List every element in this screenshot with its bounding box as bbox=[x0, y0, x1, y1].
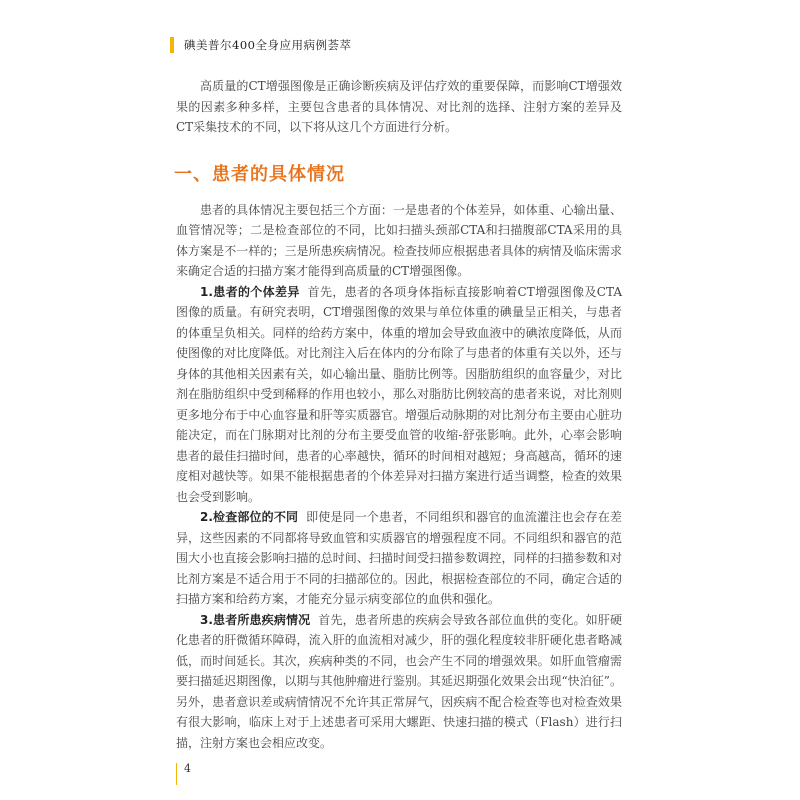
page-number-divider bbox=[176, 763, 177, 785]
subsection-paragraph bbox=[176, 507, 622, 610]
subsection-title: 2.检查部位的不同 bbox=[200, 510, 299, 524]
subsection-title: 1.患者的个体差异 bbox=[200, 284, 300, 299]
running-header bbox=[170, 36, 351, 54]
section-overview: 患者的具体情况主要包括三个方面：一是患者的个体差异，如体重、心输出量、血管情况等；二是检查部位的不同，比如扫描头颈部CTA和扫描腹部CTA采用的具体方案是不一样的；三是所患疾病情况。检查技师应根据患者具体的病情及临床需求来确定合适的扫描方案才能得到高质量的CT增强图像。 bbox=[176, 202, 622, 278]
subsection-paragraph bbox=[176, 282, 622, 508]
subsection-body: 首先，患者的各项身体指标直接影响着CT增强图像及CTA图像的质量。有研究表明，CT增强图像的效果与单位体重的碘量呈正相关，与患者的体重呈负相关。同样的给药方案中，体重的增加会导致血液中的碘浓度降低，从而使图像的对比度降低。对比剂注入后在体内的分布除了与患者的体重有关以外，还与身体的其他相关因素有关，如心输出量、脂肪比例等。因脂肪组织的血容量少，对比剂在脂肪组织中受到稀释的作用也较小，那么对脂肪比例较高的患者来说，对比剂则更多地分布于中心血容量和肝等实质器官。增强后动脉期的对比剂分布主要由心脏功能决定，而在门脉期对比剂的分布主要受血管的收缩-舒张影响。此外，心率会影响患者的最佳扫描时间，患者的心率越快，循环的时间相对越短；身高越高，循环的速度相对越快等。如果不能根据患者的个体差异对扫描方案进行适当调整，检查的效果也会受到影响。 bbox=[176, 284, 622, 504]
page-content bbox=[176, 76, 622, 753]
subsection-title: 3.患者所患疾病情况 bbox=[200, 612, 311, 627]
book-title: 碘美普尔400全身应用病例荟萃 bbox=[184, 38, 352, 52]
subsection-body: 首先，患者所患的疾病会导致各部位血供的变化。如肝硬化患者的肝微循环障碍，流入肝的血流相对减少，肝的强化程度较非肝硬化患者略减低，而时间延长。其次，疾病种类的不同，也会产生不同的增强效果。如肝血管瘤需要扫描延迟期图像，以期与其他肿瘤进行鉴别。其延迟期强化效果会出现“快泊征”。另外，患者意识差或病情情况不允许其正常屏气，因疾病不配合检查等也对检查效果有很大影响，临床上对于上述患者可采用大螺距、快速扫描的模式（Flash）进行扫描，注射方案也会相应改变。 bbox=[176, 612, 622, 750]
intro-paragraph: 高质量的CT增强图像是正确诊断疾病及评估疗效的重要保障，而影响CT增强效果的因素多种多样，主要包含患者的具体情况、对比剂的选择、注射方案的差异及CT采集技术的不同，以下将从这几个方面进行分析。 bbox=[176, 79, 622, 134]
section-heading: 一、患者的具体情况 bbox=[174, 163, 345, 185]
subsection-body: 即使是同一个患者，不同组织和器官的血流灌注也会存在差异，这些因素的不同都将导致血管和实质器官的增强程度不同。不同组织和器官的范围大小也直接会影响扫描的总时间、扫描时间受扫描参数调控，同样的扫描参数和对比剂方案是不适合用于不同的扫描部位的。因此，根据检查部位的不同，确定合适的扫描方案和给药方案，才能充分显示病变部位的血供和强化。 bbox=[176, 510, 622, 606]
header-accent-bar bbox=[170, 37, 174, 53]
page-number: 4 bbox=[184, 762, 191, 775]
subsection-paragraph bbox=[176, 610, 622, 754]
